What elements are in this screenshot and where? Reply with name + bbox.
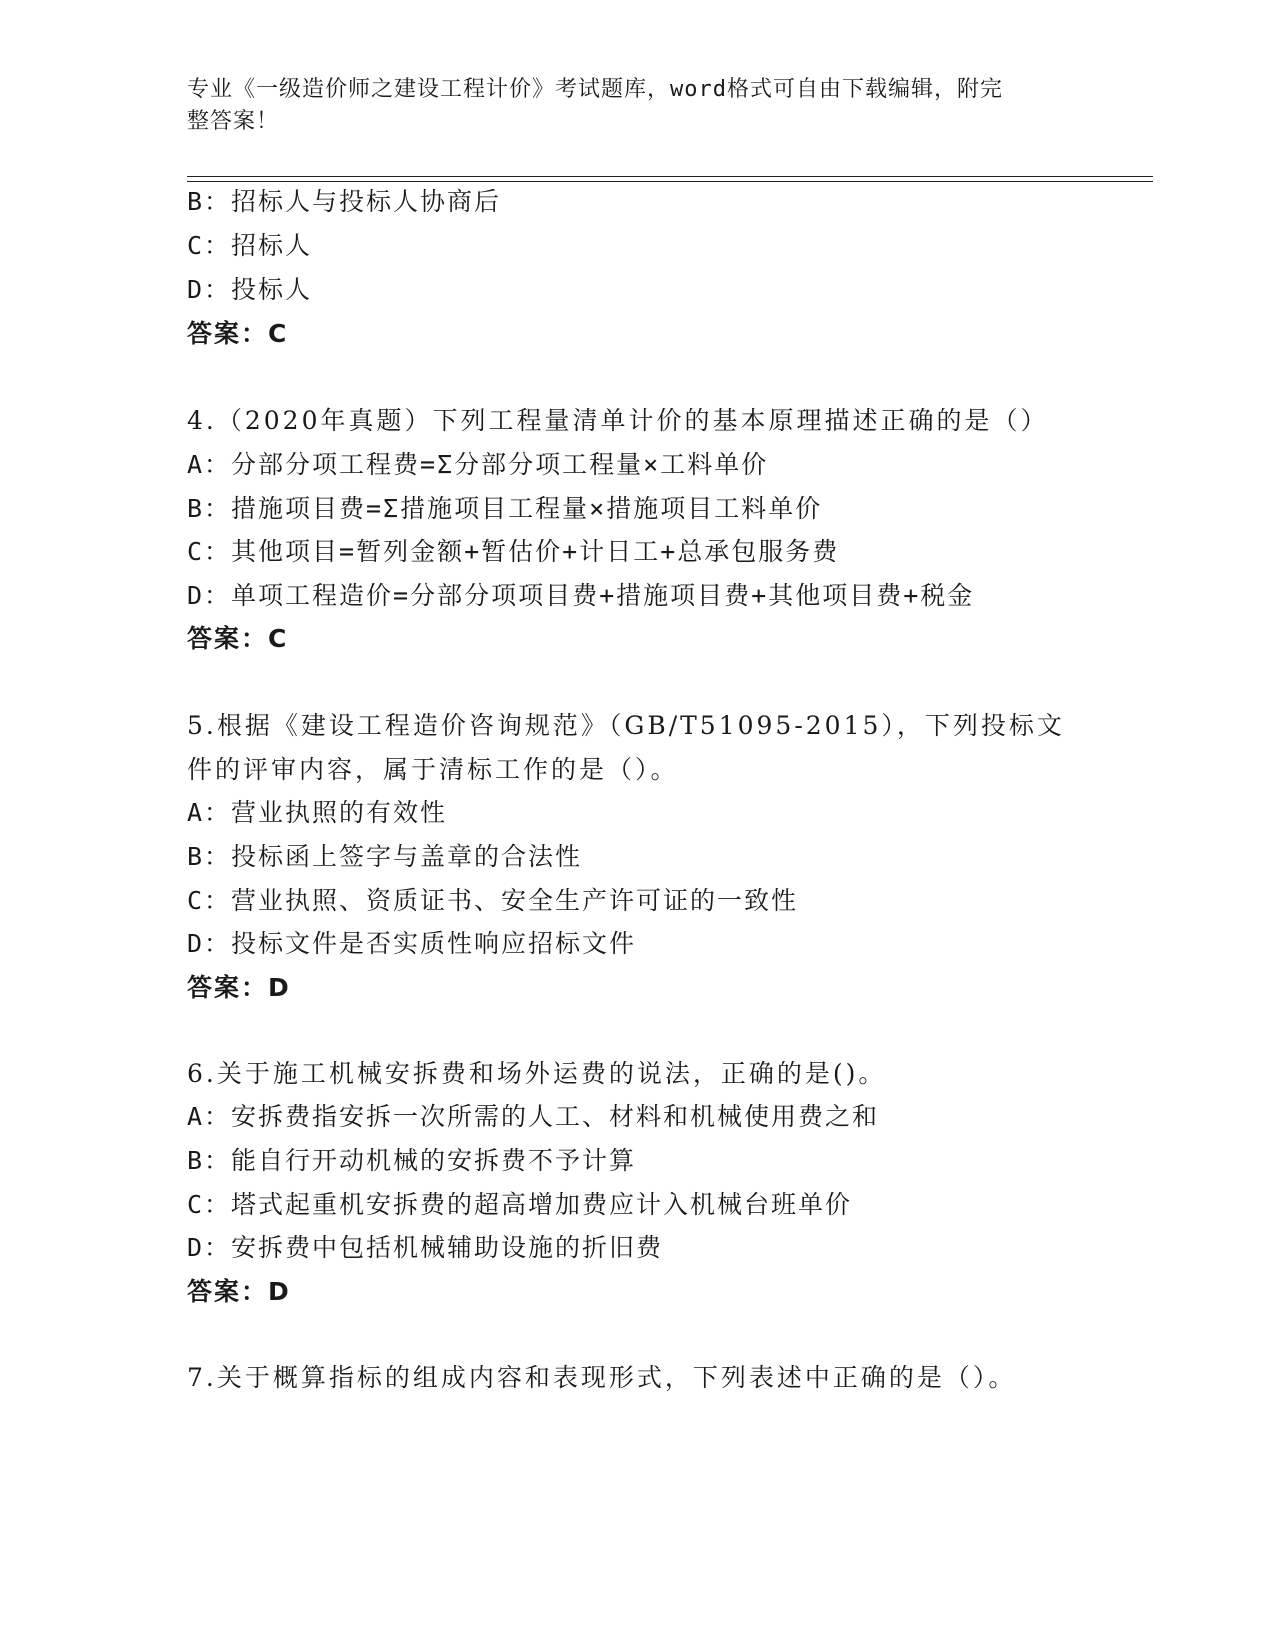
q4-answer: 答案：C xyxy=(187,624,289,653)
q3-option-d: D：投标人 xyxy=(187,275,313,304)
q3-answer: 答案：C xyxy=(187,319,289,348)
q6-option-d: D：安拆费中包括机械辅助设施的折旧费 xyxy=(187,1233,664,1262)
q6-answer: 答案：D xyxy=(187,1277,291,1306)
page-header xyxy=(187,74,1067,138)
q6-option-b: B：能自行开动机械的安拆费不予计算 xyxy=(187,1146,637,1175)
q6-option-c: C：塔式起重机安拆费的超高增加费应计入机械台班单价 xyxy=(187,1190,853,1219)
q5-stem-line-2: 件的评审内容，属于清标工作的是（）。 xyxy=(187,755,679,784)
q3-option-b: B：招标人与投标人协商后 xyxy=(187,187,502,216)
q4-stem: 4.（2020年真题）下列工程量清单计价的基本原理描述正确的是（） xyxy=(187,406,1049,435)
q4-option-a: A：分部分项工程费=Σ分部分项工程量×工料单价 xyxy=(187,450,769,479)
q3-option-c: C：招标人 xyxy=(187,231,313,260)
q6-option-a: A：安拆费指安拆一次所需的人工、材料和机械使用费之和 xyxy=(187,1102,880,1131)
q5-option-b: B：投标函上签字与盖章的合法性 xyxy=(187,842,583,871)
q4-option-d: D：单项工程造价=分部分项项目费+措施项目费+其他项目费+税金 xyxy=(187,581,975,610)
header-line-2: 整答案！ xyxy=(187,109,280,134)
q6-stem: 6.关于施工机械安拆费和场外运费的说法，正确的是()。 xyxy=(187,1059,887,1088)
q4-option-b: B：措施项目费=Σ措施项目工程量×措施项目工料单价 xyxy=(187,494,823,523)
header-line-1: 专业《一级造价师之建设工程计价》考试题库，word格式可自由下载编辑，附完 xyxy=(187,77,1003,102)
q7-stem: 7.关于概算指标的组成内容和表现形式，下列表述中正确的是（）。 xyxy=(187,1363,1017,1392)
q5-option-a: A：营业执照的有效性 xyxy=(187,798,448,827)
header-divider-bottom xyxy=(187,181,1153,182)
q4-option-c: C：其他项目=暂列金额+暂估价+计日工+总承包服务费 xyxy=(187,537,840,566)
q5-option-c: C：营业执照、资质证书、安全生产许可证的一致性 xyxy=(187,886,799,915)
header-divider-top xyxy=(187,176,1153,177)
q5-option-d: D：投标文件是否实质性响应招标文件 xyxy=(187,929,637,958)
q5-answer: 答案：D xyxy=(187,973,291,1002)
q5-stem-line-1: 5.根据《建设工程造价咨询规范》（GB/T51095-2015），下列投标文 xyxy=(187,711,1065,740)
